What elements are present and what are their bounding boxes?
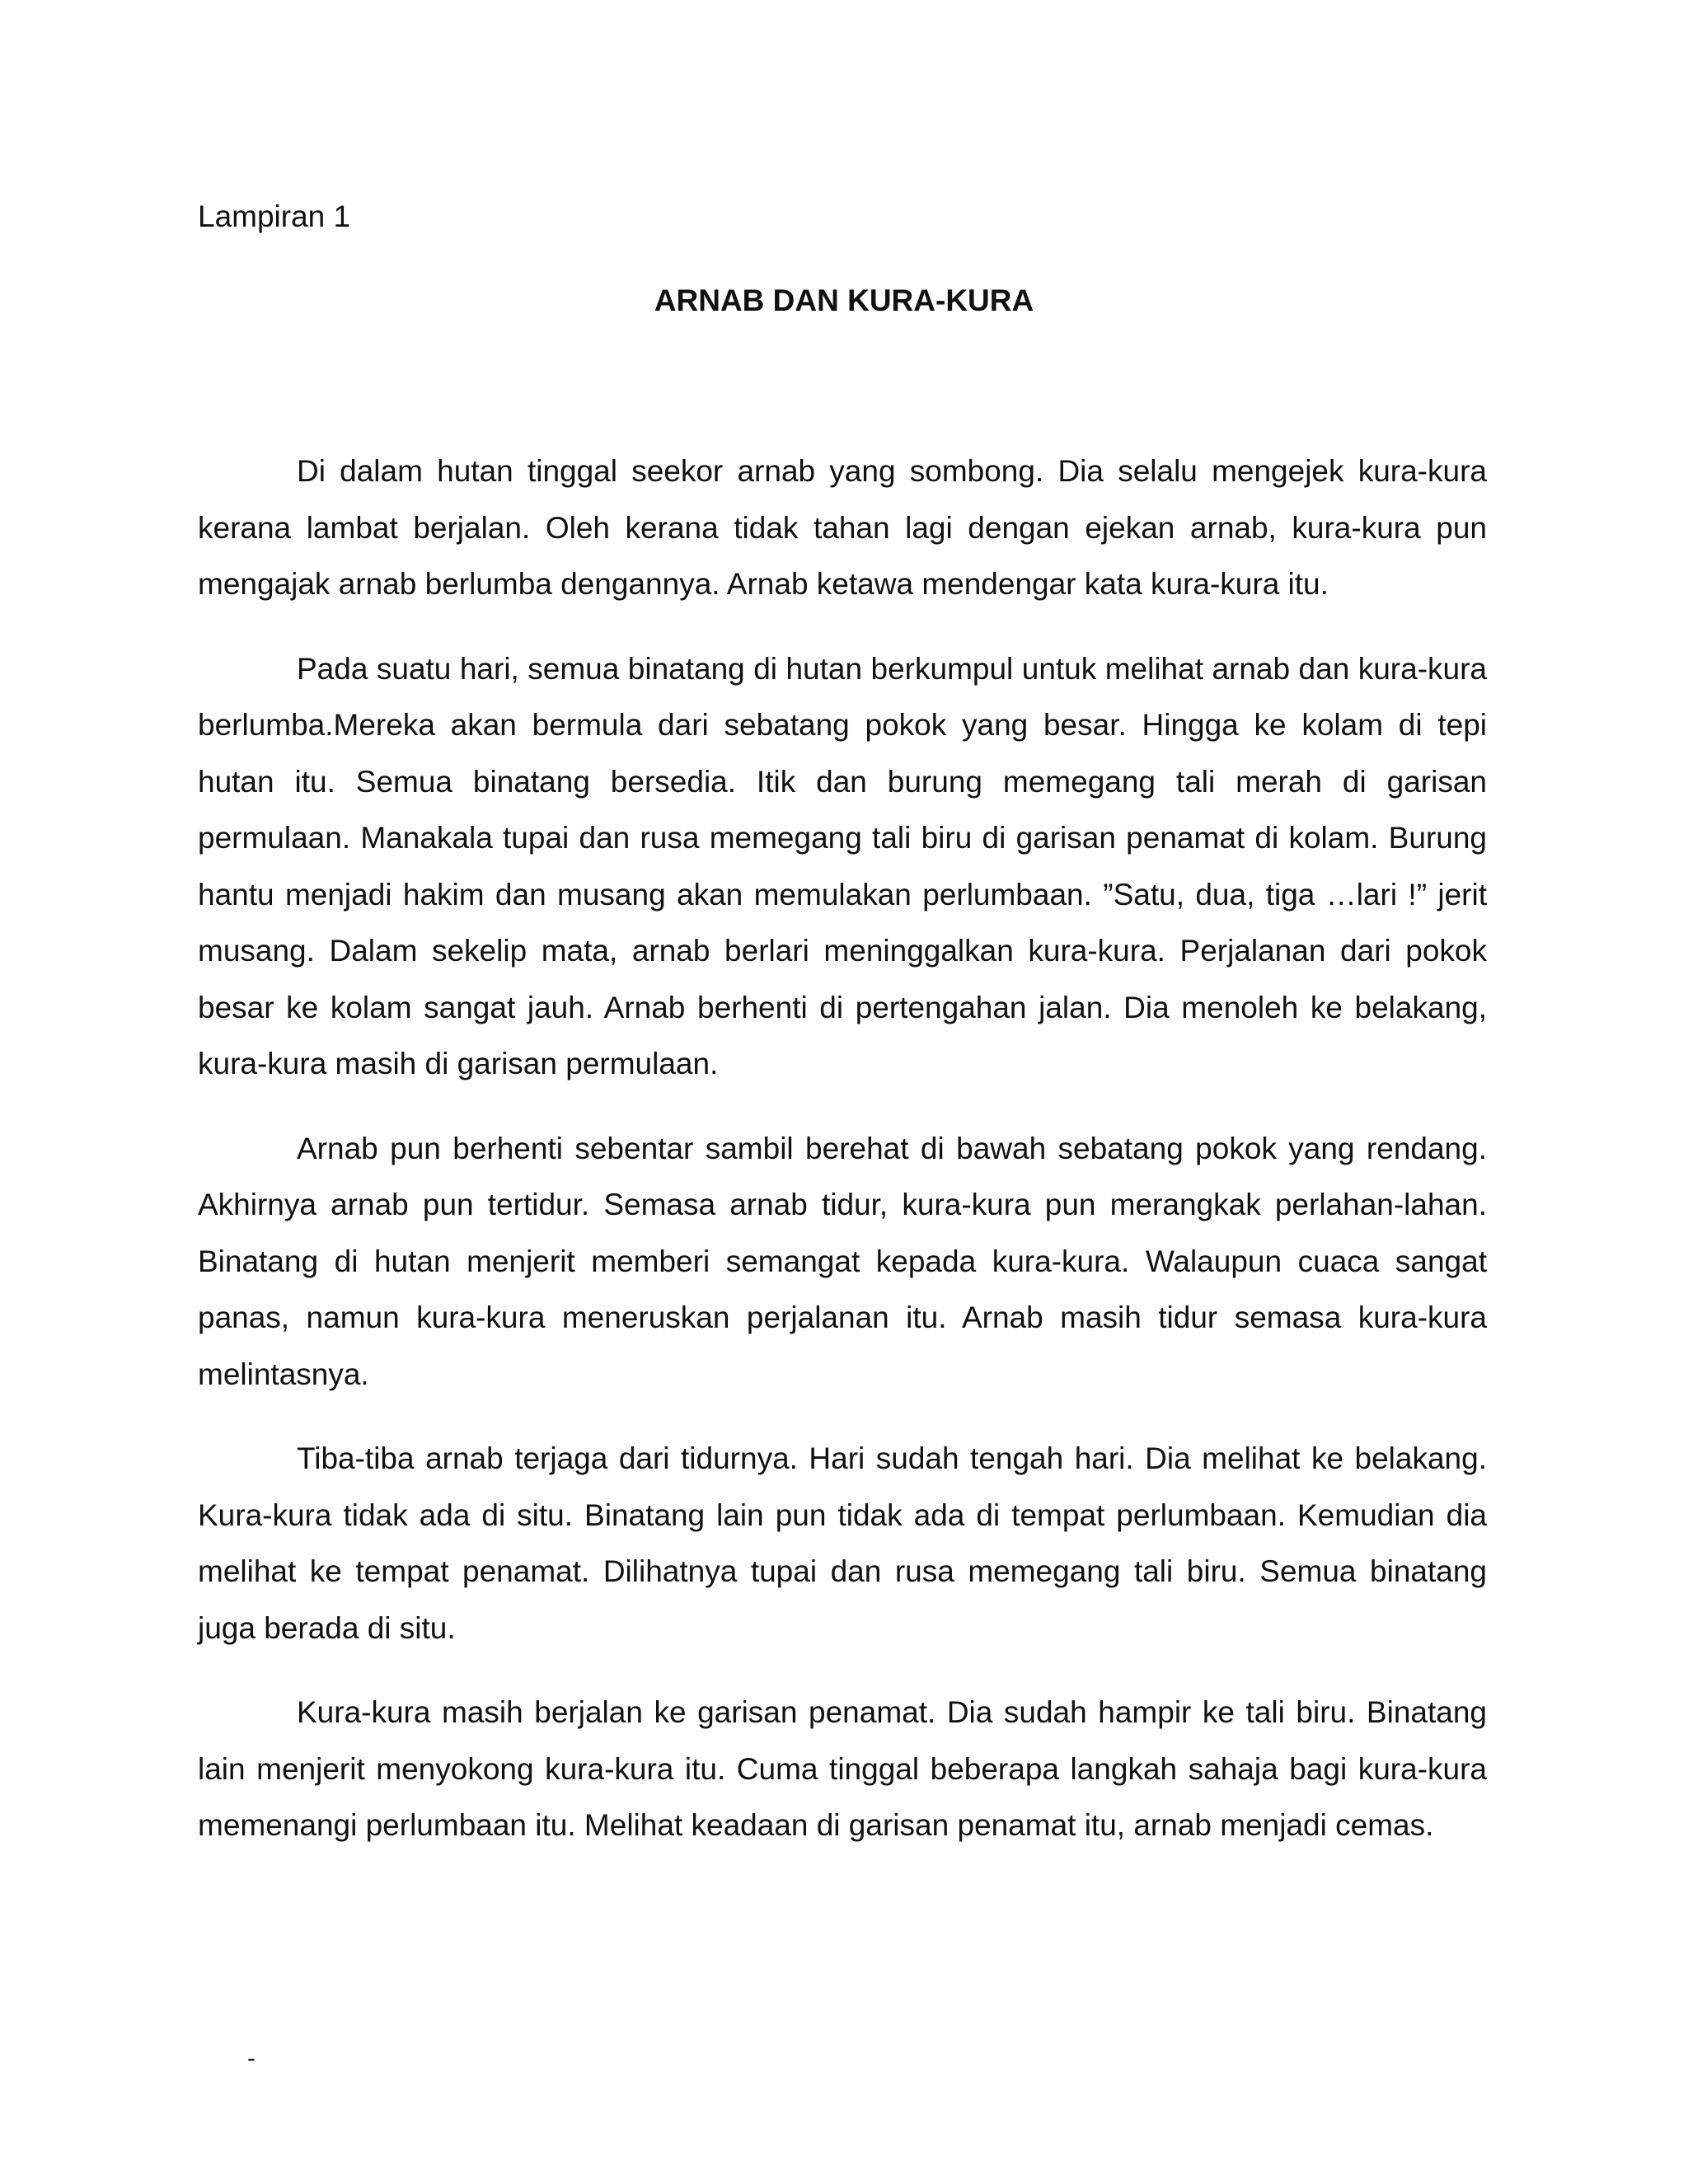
footer-mark: - (247, 2045, 256, 2072)
paragraph-2: Pada suatu hari, semua binatang di hutan berkumpul untuk melihat arnab dan kura-kura berlumba.Mereka akan bermula dari sebatang pokok yang besar. Hingga ke kolam di tepi hutan itu. Semua binatang bersedia. Itik dan burung memegang tali merah di garisan permulaan. Manakala tupai dan rusa memegang tali biru di garisan penamat di kolam. Burung hantu menjadi hakim dan musang akan memulakan perlumbaan. ”Satu, dua, tiga …lari !” jerit musang. Dalam sekelip mata, arnab berlari meninggalkan kura-kura. Perjalanan dari pokok besar ke kolam sangat jauh. Arnab berhenti di pertengahan jalan. Dia menoleh ke belakang, kura-kura masih di garisan permulaan. (198, 651, 1487, 1080)
story-body (198, 443, 1487, 1882)
document-title: ARNAB DAN KURA-KURA (654, 284, 1034, 317)
appendix-label: Lampiran 1 (198, 199, 351, 233)
paragraph-3: Arnab pun berhenti sebentar sambil berehat di bawah sebatang pokok yang rendang. Akhirnya arnab pun tertidur. Semasa arnab tidur, kura-kura pun merangkak perlahan-lahan. Binatang di hutan menjerit memberi semangat kepada kura-kura. Walaupun cuaca sangat panas, namun kura-kura meneruskan perjalanan itu. Arnab masih tidur semasa kura-kura melintasnya. (198, 1131, 1487, 1391)
paragraph-4: Tiba-tiba arnab terjaga dari tidurnya. Hari sudah tengah hari. Dia melihat ke belakang. Kura-kura tidak ada di situ. Binatang lain pun tidak ada di tempat perlumbaan. Kemudian dia melihat ke tempat penamat. Dilihatnya tupai dan rusa memegang tali biru. Semua binatang juga berada di situ. (198, 1441, 1487, 1645)
paragraph-5: Kura-kura masih berjalan ke garisan penamat. Dia sudah hampir ke tali biru. Binatang lain menjerit menyokong kura-kura itu. Cuma tinggal beberapa langkah sahaja bagi kura-kura memenangi perlumbaan itu. Melihat keadaan di garisan penamat itu, arnab menjadi cemas. (198, 1695, 1487, 1842)
paragraph-1: Di dalam hutan tinggal seekor arnab yang sombong. Dia selalu mengejek kura-kura kerana lambat berjalan. Oleh kerana tidak tahan lagi dengan ejekan arnab, kura-kura pun mengajak arnab berlumba dengannya. Arnab ketawa mendengar kata kura-kura itu. (198, 454, 1487, 601)
